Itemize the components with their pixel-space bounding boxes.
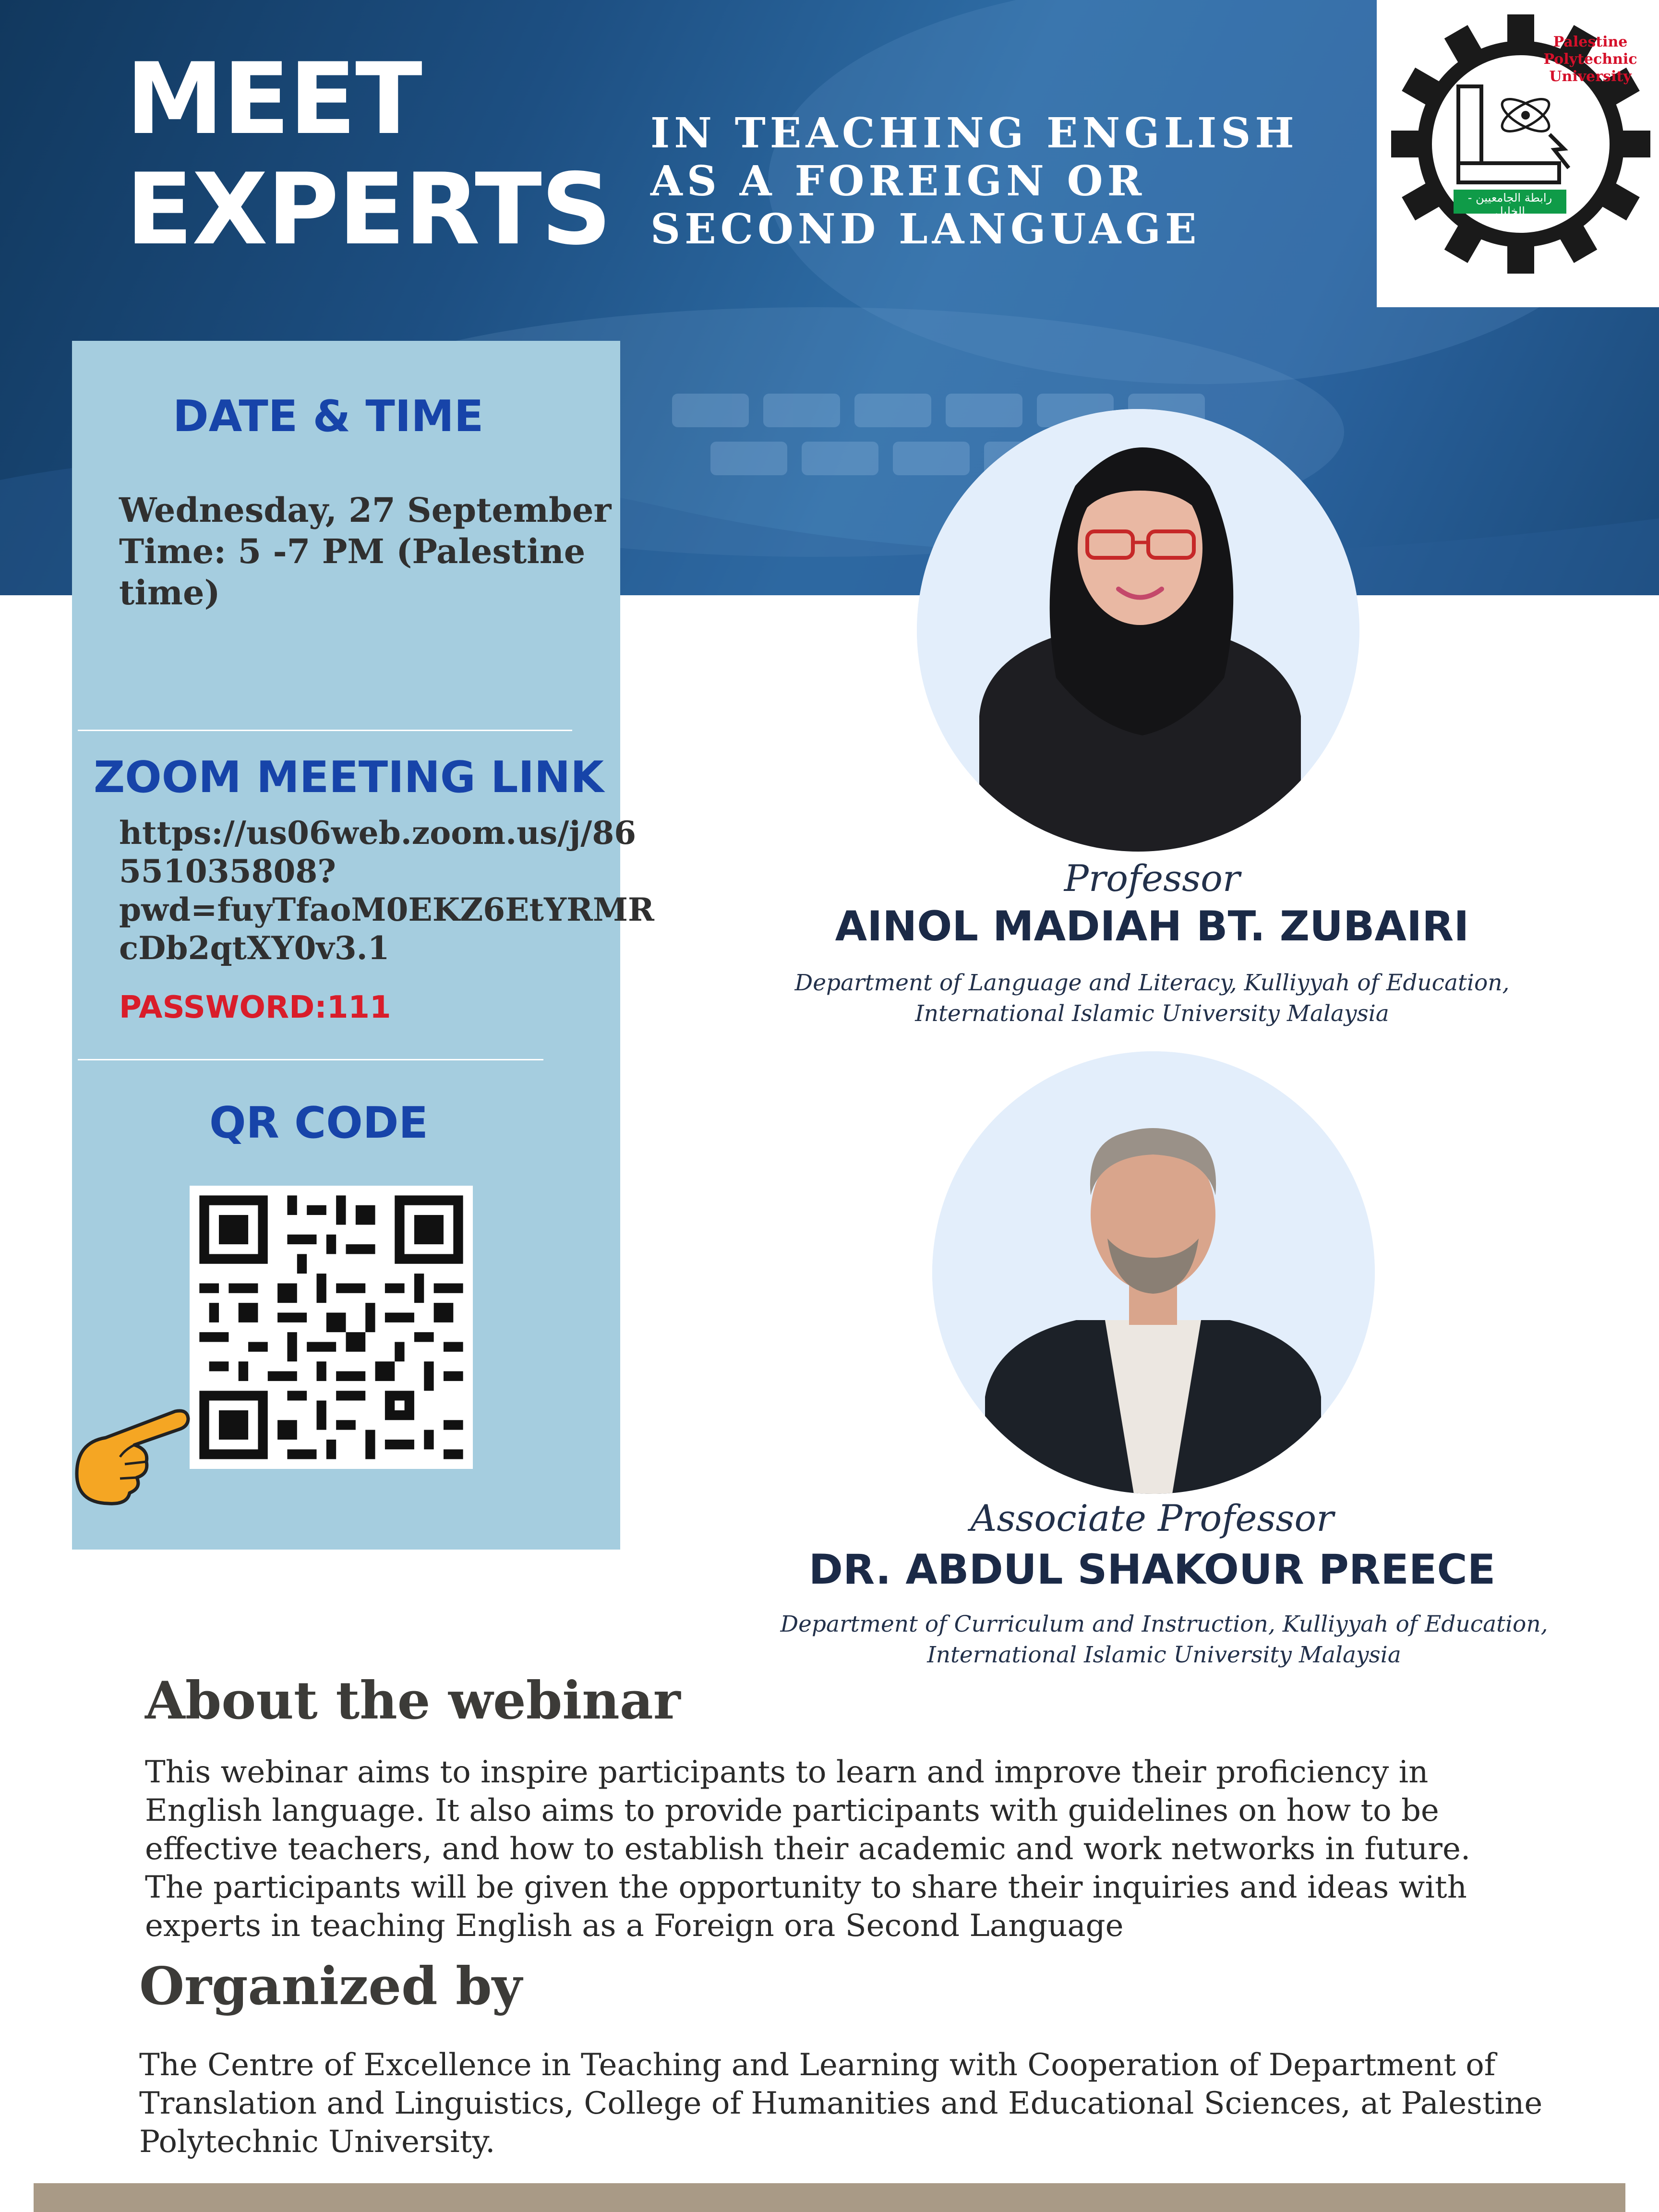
speaker-1-photo <box>917 409 1359 852</box>
logo-arc-text: Palestine Polytechnic University <box>1543 34 1637 85</box>
speaker-1-dept-line-2: International Islamic University Malaysia <box>915 1000 1389 1027</box>
about-line-4: The participants will be given the opportunity to share their inquiries and ideas with <box>145 1870 1467 1905</box>
divider <box>78 1059 543 1060</box>
speaker-2-photo <box>932 1051 1375 1494</box>
zoom-heading: ZOOM MEETING LINK <box>94 752 604 803</box>
date-time-heading: DATE & TIME <box>173 391 484 442</box>
qr-heading: QR CODE <box>209 1098 428 1148</box>
pointing-hand-icon <box>67 1397 192 1507</box>
speaker-1-dept-line-1: Department of Language and Literacy, Kulliyyah of Education, <box>794 970 1510 996</box>
organized-line-3: Polytechnic University. <box>139 2124 495 2160</box>
zoom-link-line-4[interactable]: cDb2qtXY0v3.1 <box>119 929 390 967</box>
organized-heading: Organized by <box>139 1956 522 2017</box>
date-line-2: Time: 5 -7 PM (Palestine <box>119 531 586 571</box>
divider <box>78 730 572 731</box>
speaker-2-dept-line-1: Department of Curriculum and Instruction, Kulliyyah of Education, <box>780 1611 1548 1637</box>
event-info-panel <box>72 341 654 1550</box>
speaker-2-dept-line-2: International Islamic University Malaysia <box>927 1642 1401 1668</box>
title-meet: MEET <box>126 42 421 156</box>
organized-line-1: The Centre of Excellence in Teaching and Learning with Cooperation of Department of <box>139 2047 1496 2083</box>
university-logo-box <box>1377 0 1659 307</box>
title-experts: EXPERTS <box>126 153 611 267</box>
logo-arabic-label: رابطة الجامعيين - الخليل <box>1467 191 1552 218</box>
speaker-2-name: DR. ABDUL SHAKOUR PREECE <box>808 1546 1496 1594</box>
speaker-2-role: Associate Professor <box>970 1497 1334 1539</box>
about-line-1: This webinar aims to inspire participants to learn and improve their proficiency in <box>145 1755 1429 1790</box>
qr-code-icon[interactable] <box>190 1186 473 1469</box>
date-line-3: time) <box>119 573 220 613</box>
speaker-2-portrait <box>932 1051 1375 1494</box>
zoom-password: PASSWORD:111 <box>119 990 391 1025</box>
speaker-1-name: AINOL MADIAH BT. ZUBAIRI <box>835 902 1469 950</box>
about-line-2: English language. It also aims to provide participants with guidelines on how to be <box>145 1793 1439 1828</box>
about-line-3: effective teachers, and how to establish their academic and work networks in future. <box>145 1831 1471 1867</box>
zoom-link-line-2[interactable]: 551035808? <box>119 853 336 890</box>
zoom-link-line-1[interactable]: https://us06web.zoom.us/j/86 <box>119 814 637 852</box>
speaker-1-portrait <box>917 409 1359 852</box>
zoom-link-line-3[interactable]: pwd=fuyTfaoM0EKZ6EtYRMR <box>119 891 654 928</box>
subtitle: IN TEACHING ENGLISH AS A FOREIGN OR SECOND LANGUAGE <box>650 109 1298 253</box>
about-heading: About the webinar <box>145 1671 681 1731</box>
about-line-5: experts in teaching English as a Foreign ora Second Language <box>145 1908 1124 1944</box>
footer-bar <box>34 2183 1625 2212</box>
speaker-1-role: Professor <box>1064 857 1240 900</box>
date-line-1: Wednesday, 27 September <box>119 490 612 530</box>
organized-line-2: Translation and Linguistics, College of Humanities and Educational Sciences, at Palestine <box>139 2086 1543 2121</box>
